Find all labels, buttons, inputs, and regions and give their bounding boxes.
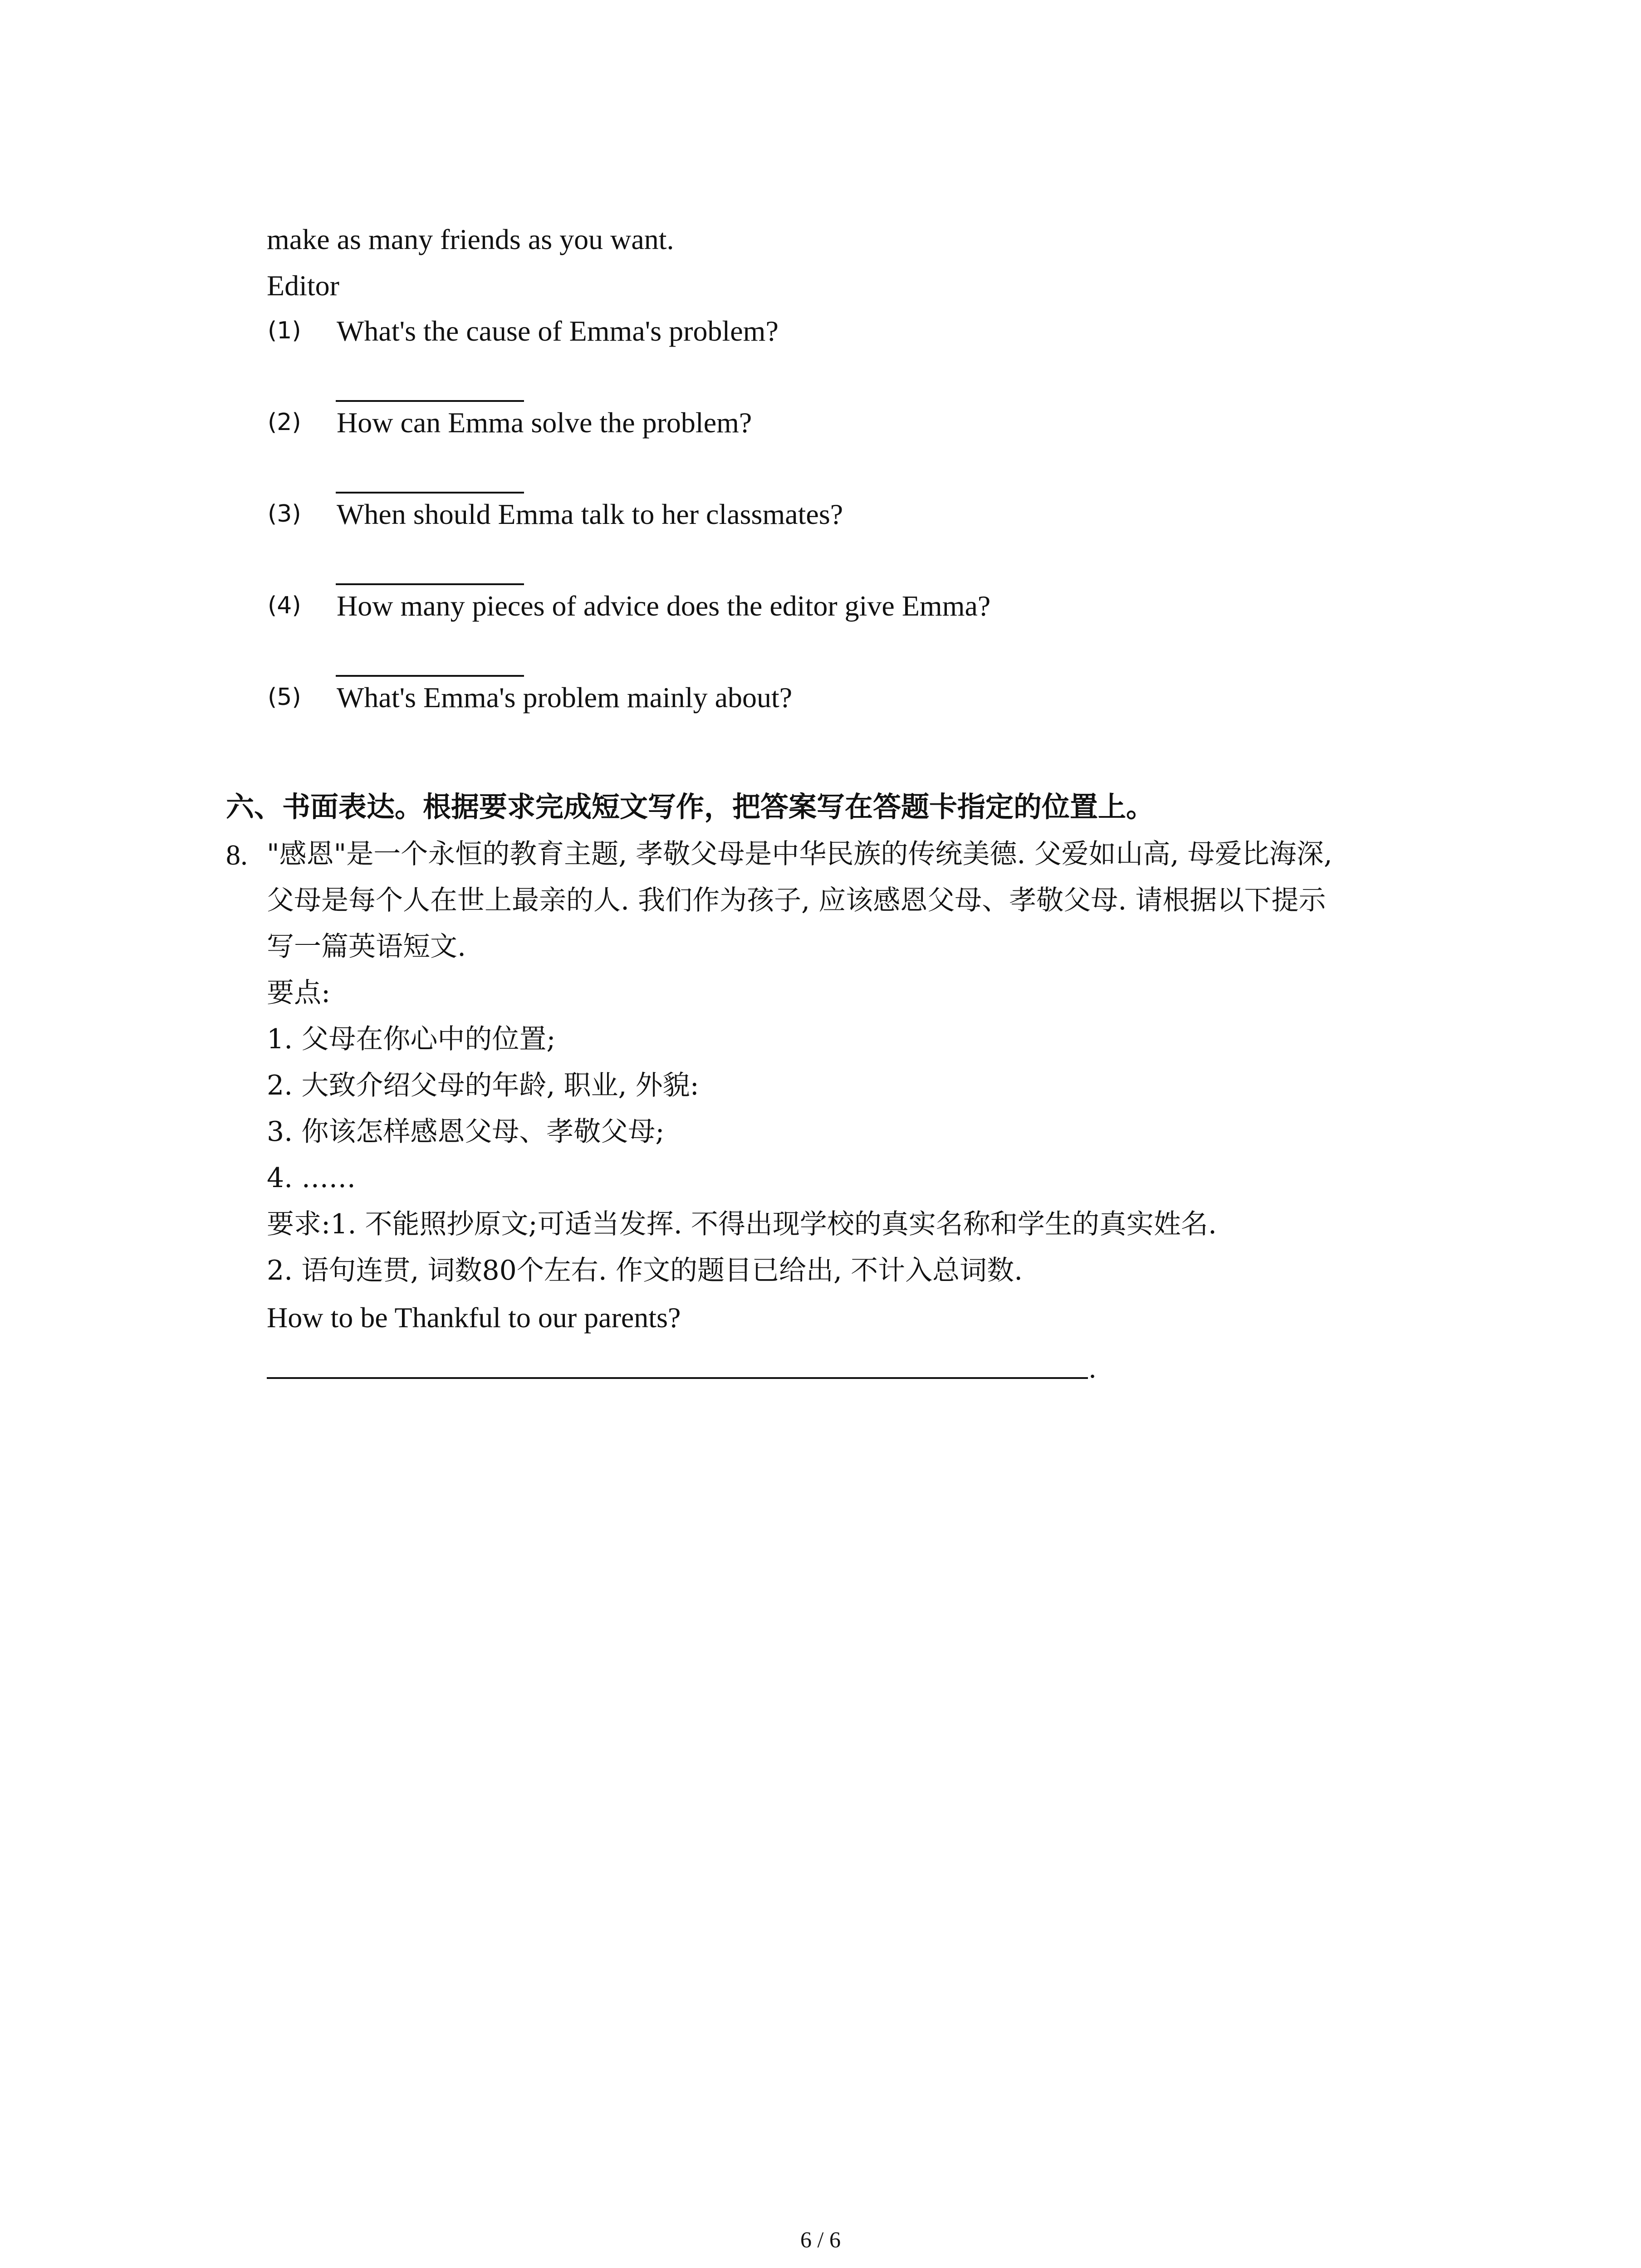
question-number: (2) [268,409,301,436]
points-label: 要点: [267,977,331,1009]
writing-point: 3. 你该怎样感恩父母、孝敬父母; [267,1116,665,1148]
answer-blank[interactable] [336,675,524,677]
writing-requirement: 要求:1. 不能照抄原文;可适当发挥. 不得出现学校的真实名称和学生的真实姓名. [267,1208,1217,1240]
question-number: (4) [268,592,301,619]
question-text: When should Emma talk to her classmates? [337,498,843,530]
question-text: What's Emma's problem mainly about? [337,681,793,714]
question-number: 8. [226,839,248,871]
answer-blank[interactable] [336,583,524,585]
passage-closing-line: make as many friends as you want. [267,223,674,255]
writing-prompt-line: "感恩"是一个永恒的教育主题, 孝敬父母是中华民族的传统美德. 父爱如山高, 母爱比海深, [267,838,1332,870]
question-text: How many pieces of advice does the editor give Emma? [337,590,991,622]
writing-point: 1. 父母在你心中的位置; [267,1023,556,1055]
page-number: 6 / 6 [800,2227,841,2252]
passage-signature: Editor [267,269,339,302]
question-number: (3) [268,500,301,528]
question-text: How can Emma solve the problem? [337,406,752,439]
writing-point: 4. …… [267,1162,356,1194]
question-number: (5) [268,684,301,711]
essay-line-period: . [1089,1352,1096,1384]
essay-title: How to be Thankful to our parents? [267,1301,681,1334]
essay-answer-line[interactable] [267,1377,1088,1379]
writing-point: 2. 大致介绍父母的年龄, 职业, 外貌: [267,1070,699,1101]
answer-blank[interactable] [336,492,524,494]
question-text: What's the cause of Emma's problem? [337,315,779,347]
writing-requirement: 2. 语句连贯, 词数80个左右. 作文的题目已给出, 不计入总词数. [267,1255,1023,1286]
answer-blank[interactable] [336,400,524,402]
writing-prompt-line: 写一篇英语短文. [267,931,466,963]
section-title: 六、书面表达。根据要求完成短文写作，把答案写在答题卡指定的位置上。 [226,790,1155,823]
question-number: (1) [268,317,301,344]
writing-prompt-line: 父母是每个人在世上最亲的人. 我们作为孩子, 应该感恩父母、孝敬父母. 请根据以下提示 [267,885,1326,916]
